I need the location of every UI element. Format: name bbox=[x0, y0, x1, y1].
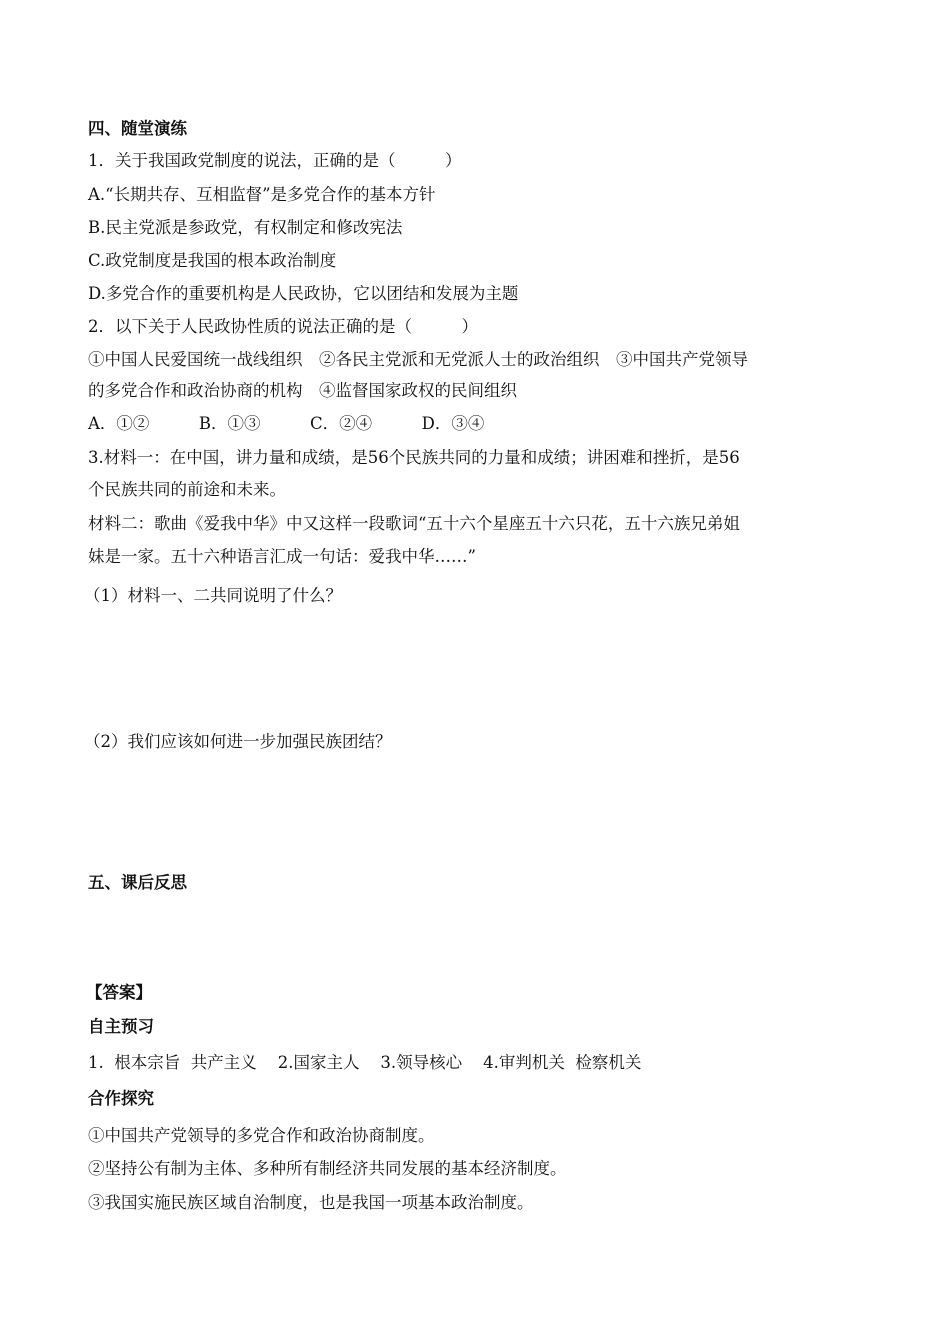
q3-material1-line2: 个民族共同的前途和未来。 bbox=[88, 480, 286, 499]
preview-answers: 1. 根本宗旨 共产主义 2.国家主人 3.领导核心 4.审判机关 检察机关 bbox=[88, 1053, 642, 1072]
q1-option-b: B.民主党派是参政党，有权制定和修改宪法 bbox=[88, 218, 403, 237]
q1-option-d: D.多党合作的重要机构是人民政协，它以团结和发展为主题 bbox=[88, 284, 519, 303]
q3-sub1: （1）材料一、二共同说明了什么？ bbox=[84, 586, 342, 605]
q3-material1-line1: 3.材料一：在中国，讲力量和成绩，是56个民族共同的力量和成绩；讲困难和挫折，是56 bbox=[88, 448, 740, 467]
q3-sub2: （2）我们应该如何进一步加强民族团结？ bbox=[84, 732, 392, 751]
answers-title: 【答案】 bbox=[86, 983, 152, 1002]
q1-option-a: A.“长期共存、互相监督”是多党合作的基本方针 bbox=[88, 185, 436, 204]
preview-title: 自主预习 bbox=[88, 1017, 154, 1036]
explore-answer-3: ③我国实施民族区域自治制度，也是我国一项基本政治制度。 bbox=[88, 1193, 534, 1212]
q1-option-c: C.政党制度是我国的根本政治制度 bbox=[88, 251, 337, 270]
q2-options-line2: 的多党合作和政治协商的机构 ④监督国家政权的民间组织 bbox=[88, 381, 517, 400]
section4-title: 四、随堂演练 bbox=[88, 119, 187, 138]
explore-answer-2: ②坚持公有制为主体、多种所有制经济共同发展的基本经济制度。 bbox=[88, 1159, 567, 1178]
explore-title: 合作探究 bbox=[88, 1089, 154, 1108]
q2-options-line1: ①中国人民爱国统一战线组织 ②各民主党派和无党派人士的政治组织 ③中国共产党领导 bbox=[88, 350, 748, 369]
q1-stem: 1．关于我国政党制度的说法，正确的是（ ） bbox=[88, 151, 462, 170]
q2-choices: A．①② B．①③ C．②④ D．③④ bbox=[88, 414, 485, 433]
explore-answer-1: ①中国共产党领导的多党合作和政治协商制度。 bbox=[88, 1126, 435, 1145]
q2-stem: 2．以下关于人民政协性质的说法正确的是（ ） bbox=[88, 317, 478, 336]
q3-material2-line2: 妹是一家。五十六种语言汇成一句话：爱我中华……” bbox=[88, 547, 476, 566]
section5-title: 五、课后反思 bbox=[88, 873, 187, 892]
q3-material2-line1: 材料二：歌曲《爱我中华》中又这样一段歌词“五十六个星座五十六只花，五十六族兄弟姐 bbox=[88, 514, 740, 533]
